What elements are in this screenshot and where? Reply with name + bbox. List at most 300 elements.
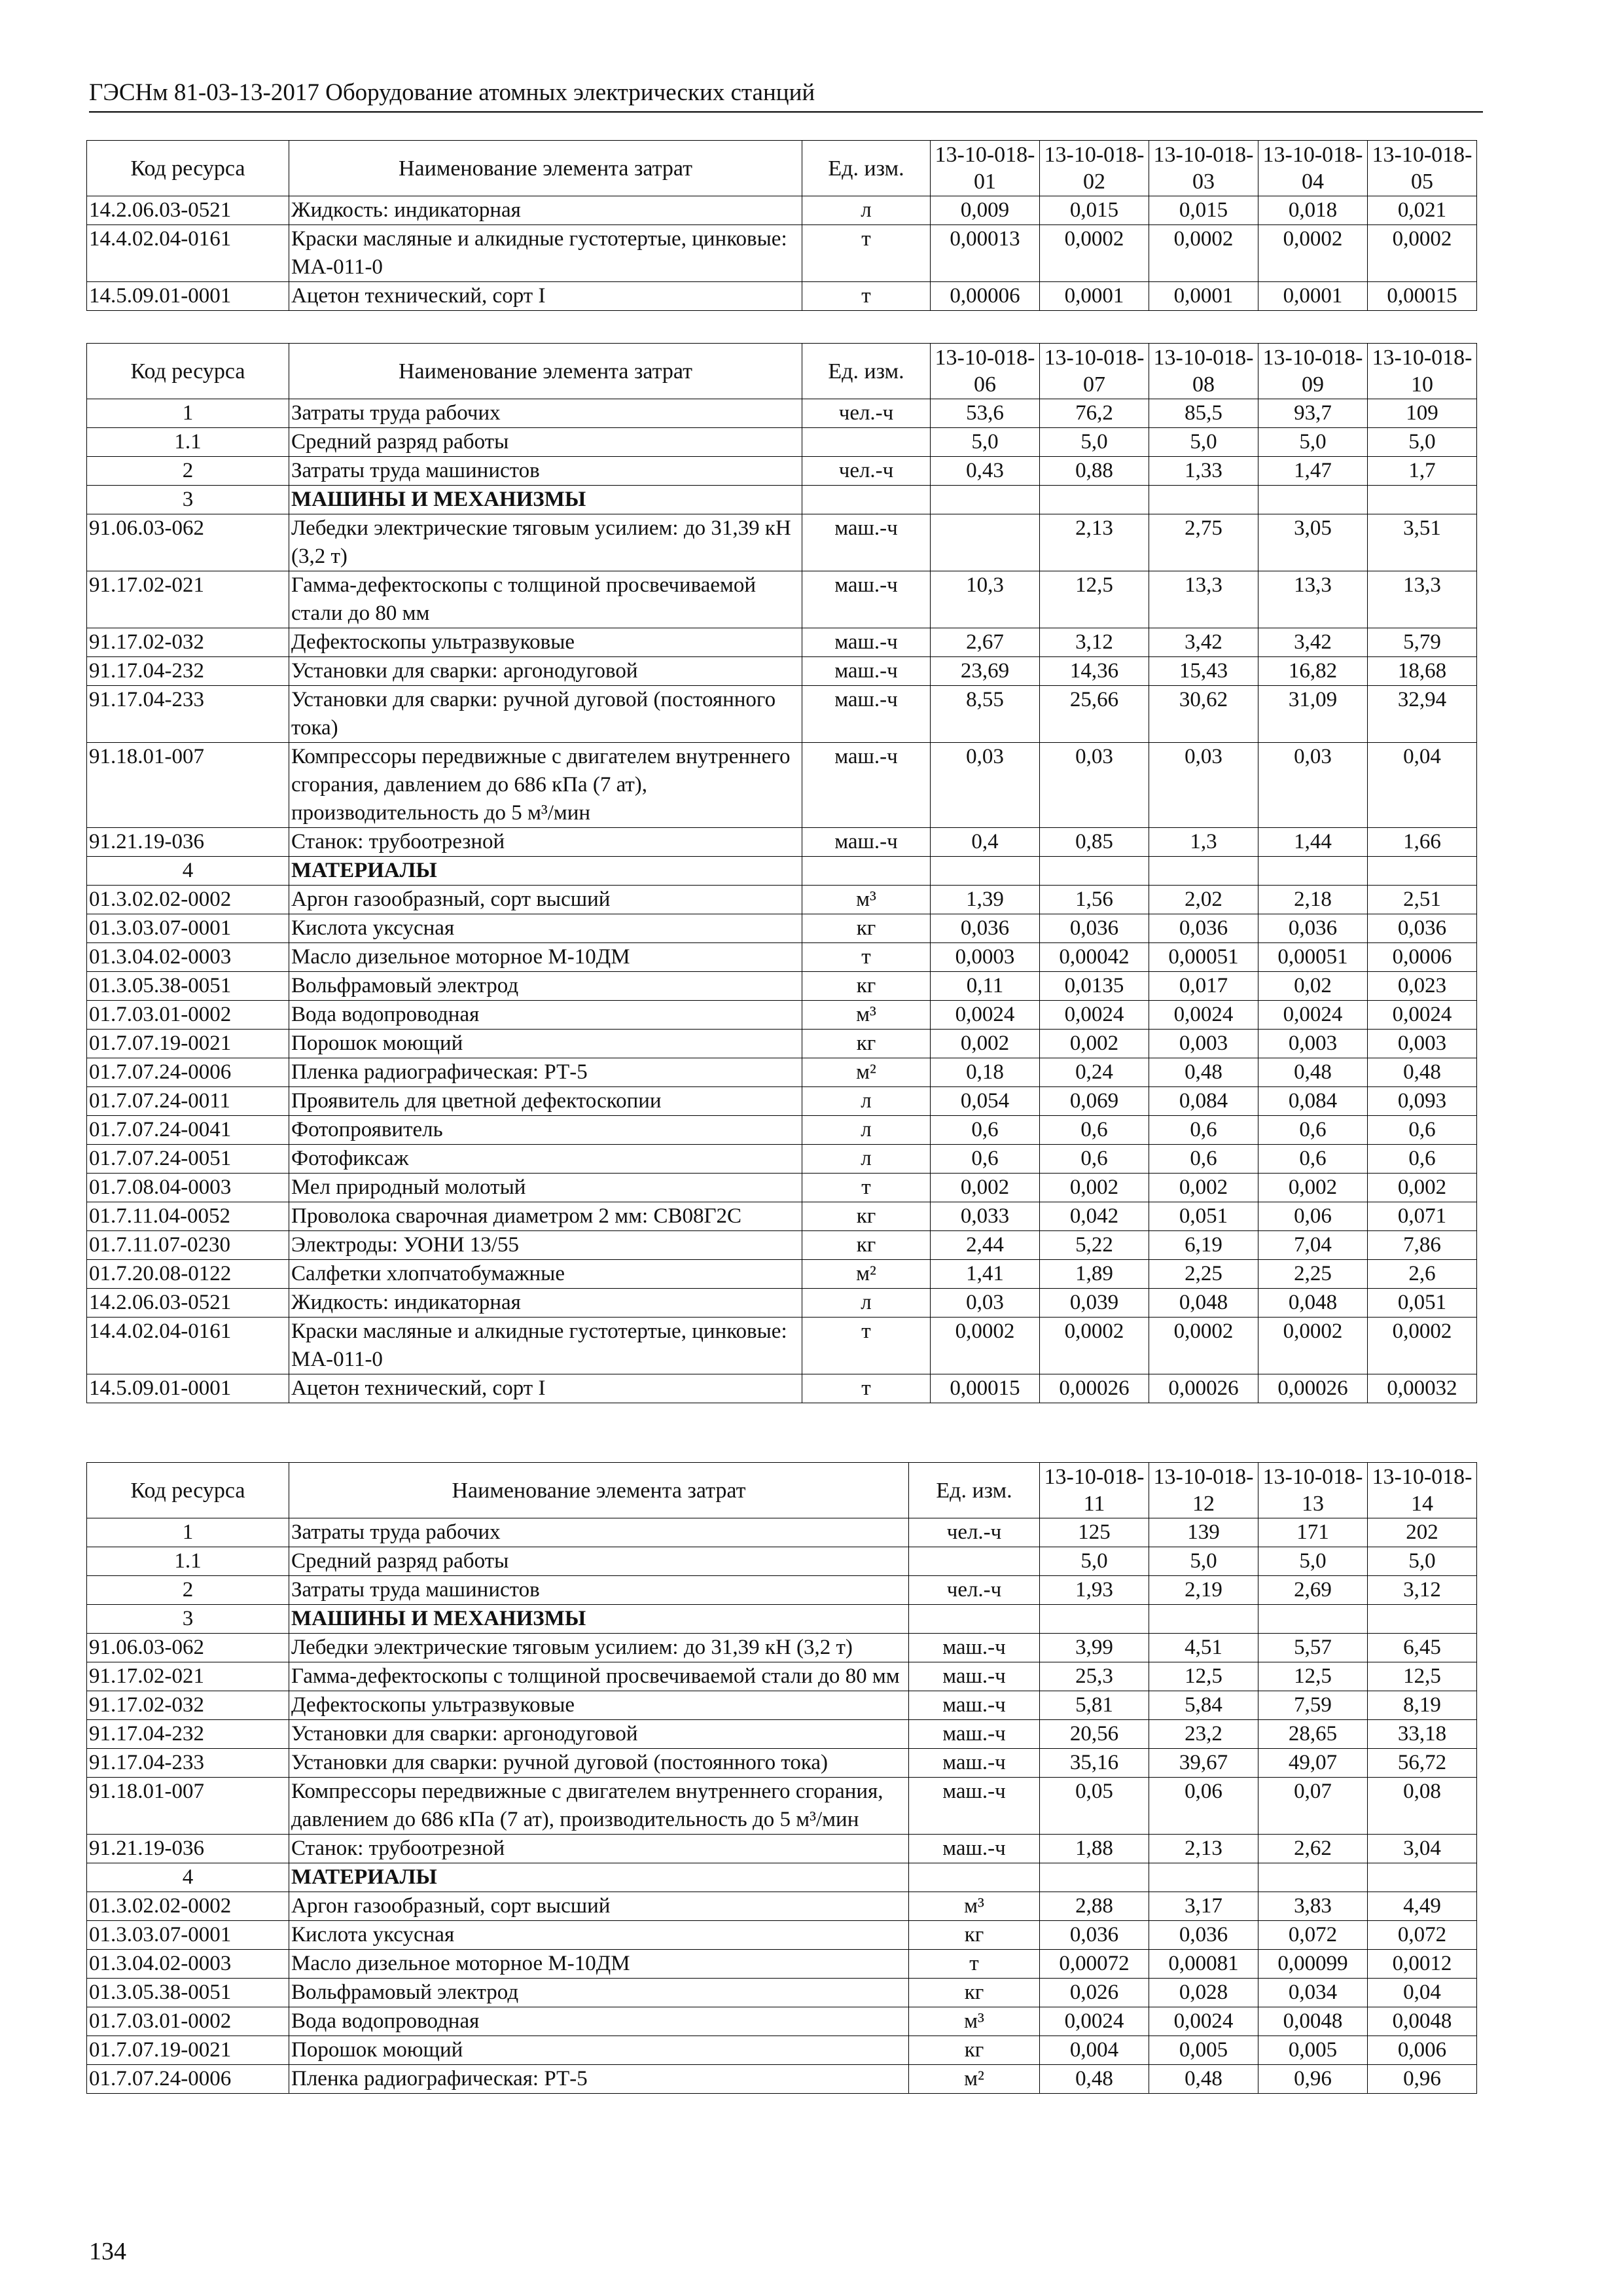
resource-code: 91.17.02-032 xyxy=(87,628,289,657)
value-cell: 5,0 xyxy=(1040,428,1149,457)
resource-code: 01.7.07.24-0006 xyxy=(87,2065,289,2094)
header-code-column: 13-10-018-13 xyxy=(1258,1463,1368,1518)
unit-cell xyxy=(909,1863,1040,1892)
unit-cell: кг xyxy=(802,1030,931,1058)
unit-cell: м² xyxy=(802,1260,931,1289)
value-cell: 0,0002 xyxy=(1040,1318,1149,1374)
unit-cell: м³ xyxy=(802,1001,931,1030)
value-cell: 0,023 xyxy=(1368,972,1477,1001)
unit-cell: м³ xyxy=(909,2007,1040,2036)
resource-code: 91.17.02-021 xyxy=(87,1662,289,1691)
table-header-row xyxy=(87,141,1477,196)
resource-name: Затраты труда рабочих xyxy=(289,1518,909,1547)
value-cell xyxy=(931,486,1040,514)
value-cell: 5,0 xyxy=(1368,1547,1477,1576)
value-cell: 1,88 xyxy=(1040,1835,1149,1863)
value-cell: 39,67 xyxy=(1149,1749,1258,1778)
value-cell: 0,6 xyxy=(931,1145,1040,1174)
resource-name: Кислота уксусная xyxy=(289,914,802,943)
header-code: Код ресурса xyxy=(87,344,289,399)
value-cell: 2,67 xyxy=(931,628,1040,657)
table-row xyxy=(87,196,1477,225)
header-code-column: 13-10-018-03 xyxy=(1149,141,1258,196)
value-cell: 0,6 xyxy=(1040,1116,1149,1145)
table-body xyxy=(87,1463,1477,2094)
value-cell: 16,82 xyxy=(1258,657,1368,686)
value-cell: 0,039 xyxy=(1040,1289,1149,1318)
value-cell: 0,003 xyxy=(1258,1030,1368,1058)
value-cell: 0,072 xyxy=(1368,1921,1477,1950)
value-cell: 1,39 xyxy=(931,886,1040,914)
value-cell: 13,3 xyxy=(1368,571,1477,628)
value-cell xyxy=(1368,857,1477,886)
header-unit: Ед. изм. xyxy=(909,1463,1040,1518)
value-cell: 0,0001 xyxy=(1040,282,1149,311)
value-cell xyxy=(1149,1863,1258,1892)
value-cell: 56,72 xyxy=(1368,1749,1477,1778)
value-cell: 1,93 xyxy=(1040,1576,1149,1605)
resource-code: 01.7.03.01-0002 xyxy=(87,1001,289,1030)
unit-cell: маш.-ч xyxy=(909,1720,1040,1749)
resource-name: Электроды: УОНИ 13/55 xyxy=(289,1231,802,1260)
value-cell: 0,00051 xyxy=(1258,943,1368,972)
resource-name: Аргон газообразный, сорт высший xyxy=(289,1892,909,1921)
unit-cell: кг xyxy=(909,1979,1040,2007)
unit-cell: л xyxy=(802,1145,931,1174)
table-row xyxy=(87,1260,1477,1289)
value-cell: 0,05 xyxy=(1040,1778,1149,1835)
value-cell: 3,42 xyxy=(1149,628,1258,657)
header-code-column: 13-10-018-08 xyxy=(1149,344,1258,399)
value-cell xyxy=(1149,1605,1258,1634)
value-cell: 0,07 xyxy=(1258,1778,1368,1835)
resource-code: 01.3.02.02-0002 xyxy=(87,886,289,914)
table-row xyxy=(87,1835,1477,1863)
value-cell: 0,6 xyxy=(1258,1145,1368,1174)
resource-table-1 xyxy=(86,140,1477,311)
value-cell xyxy=(1258,1863,1368,1892)
section-row xyxy=(87,1605,1477,1634)
header-name: Наименование элемента затрат xyxy=(289,141,802,196)
value-cell: 0,03 xyxy=(1040,743,1149,828)
value-cell: 0,048 xyxy=(1149,1289,1258,1318)
value-cell: 3,17 xyxy=(1149,1892,1258,1921)
value-cell: 0,0135 xyxy=(1040,972,1149,1001)
resource-name: Гамма-дефектоскопы с толщиной просвечиваемой стали до 80 мм xyxy=(289,1662,909,1691)
value-cell: 0,036 xyxy=(1149,1921,1258,1950)
value-cell: 4,51 xyxy=(1149,1634,1258,1662)
resource-code: 91.17.04-233 xyxy=(87,686,289,743)
table-row xyxy=(87,972,1477,1001)
unit-cell xyxy=(802,428,931,457)
value-cell: 1,66 xyxy=(1368,828,1477,857)
value-cell: 12,5 xyxy=(1368,1662,1477,1691)
value-cell: 0,06 xyxy=(1149,1778,1258,1835)
resource-name: МАТЕРИАЛЫ xyxy=(289,857,802,886)
table-row xyxy=(87,657,1477,686)
unit-cell: маш.-ч xyxy=(802,514,931,571)
resource-code: 01.7.07.24-0041 xyxy=(87,1116,289,1145)
header-code-column: 13-10-018-11 xyxy=(1040,1463,1149,1518)
value-cell: 2,25 xyxy=(1149,1260,1258,1289)
resource-code: 14.2.06.03-0521 xyxy=(87,196,289,225)
value-cell: 0,6 xyxy=(931,1116,1040,1145)
table-row xyxy=(87,914,1477,943)
value-cell: 0,0024 xyxy=(931,1001,1040,1030)
header-code-column: 13-10-018-12 xyxy=(1149,1463,1258,1518)
header-name: Наименование элемента затрат xyxy=(289,344,802,399)
table-row xyxy=(87,1231,1477,1260)
value-cell: 0,00015 xyxy=(931,1374,1040,1403)
value-cell: 0,048 xyxy=(1258,1289,1368,1318)
value-cell: 0,48 xyxy=(1149,1058,1258,1087)
value-cell: 0,0002 xyxy=(1258,225,1368,282)
value-cell: 23,69 xyxy=(931,657,1040,686)
value-cell: 1,33 xyxy=(1149,457,1258,486)
value-cell: 0,96 xyxy=(1258,2065,1368,2094)
resource-name: Установки для сварки: ручной дуговой (постоянного тока) xyxy=(289,686,802,743)
value-cell: 0,0002 xyxy=(1258,1318,1368,1374)
resource-code: 1.1 xyxy=(87,428,289,457)
unit-cell: т xyxy=(802,1318,931,1374)
value-cell: 2,19 xyxy=(1149,1576,1258,1605)
value-cell: 109 xyxy=(1368,399,1477,428)
unit-cell: л xyxy=(802,1116,931,1145)
unit-cell: маш.-ч xyxy=(909,1662,1040,1691)
resource-code: 01.3.05.38-0051 xyxy=(87,972,289,1001)
resource-name: Пленка радиографическая: РТ-5 xyxy=(289,1058,802,1087)
value-cell: 3,42 xyxy=(1258,628,1368,657)
value-cell: 2,44 xyxy=(931,1231,1040,1260)
value-cell: 0,006 xyxy=(1368,2036,1477,2065)
value-cell: 8,19 xyxy=(1368,1691,1477,1720)
value-cell: 2,25 xyxy=(1258,1260,1368,1289)
resource-name: Аргон газообразный, сорт высший xyxy=(289,886,802,914)
unit-cell: маш.-ч xyxy=(802,571,931,628)
value-cell: 13,3 xyxy=(1149,571,1258,628)
value-cell: 12,5 xyxy=(1149,1662,1258,1691)
table-row xyxy=(87,686,1477,743)
value-cell: 0,0012 xyxy=(1368,1950,1477,1979)
value-cell: 0,0006 xyxy=(1368,943,1477,972)
value-cell: 0,24 xyxy=(1040,1058,1149,1087)
value-cell: 0,002 xyxy=(1040,1174,1149,1202)
resource-code: 91.17.04-232 xyxy=(87,657,289,686)
resource-name: Пленка радиографическая: РТ-5 xyxy=(289,2065,909,2094)
value-cell: 3,05 xyxy=(1258,514,1368,571)
value-cell: 7,86 xyxy=(1368,1231,1477,1260)
table-row xyxy=(87,1720,1477,1749)
value-cell: 0,0024 xyxy=(1149,2007,1258,2036)
value-cell: 1,41 xyxy=(931,1260,1040,1289)
header-unit: Ед. изм. xyxy=(802,344,931,399)
unit-cell: кг xyxy=(802,972,931,1001)
value-cell: 0,028 xyxy=(1149,1979,1258,2007)
value-cell: 125 xyxy=(1040,1518,1149,1547)
value-cell: 18,68 xyxy=(1368,657,1477,686)
unit-cell: т xyxy=(802,1374,931,1403)
table-row xyxy=(87,1921,1477,1950)
value-cell: 0,43 xyxy=(931,457,1040,486)
resource-name: Вода водопроводная xyxy=(289,2007,909,2036)
value-cell: 0,051 xyxy=(1149,1202,1258,1231)
table-row xyxy=(87,1087,1477,1116)
value-cell xyxy=(1040,1863,1149,1892)
value-cell xyxy=(1368,1863,1477,1892)
value-cell: 0,6 xyxy=(1258,1116,1368,1145)
value-cell: 0,00032 xyxy=(1368,1374,1477,1403)
resource-name: Вольфрамовый электрод xyxy=(289,1979,909,2007)
table-row xyxy=(87,1691,1477,1720)
value-cell: 1,89 xyxy=(1040,1260,1149,1289)
unit-cell: чел.-ч xyxy=(909,1576,1040,1605)
value-cell: 1,47 xyxy=(1258,457,1368,486)
table-row xyxy=(87,1749,1477,1778)
resource-code: 01.7.11.04-0052 xyxy=(87,1202,289,1231)
value-cell: 0,0002 xyxy=(1149,1318,1258,1374)
value-cell: 0,08 xyxy=(1368,1778,1477,1835)
table-row xyxy=(87,1950,1477,1979)
resource-name: Вода водопроводная xyxy=(289,1001,802,1030)
resource-code: 2 xyxy=(87,457,289,486)
section-row xyxy=(87,486,1477,514)
value-cell: 0,033 xyxy=(931,1202,1040,1231)
resource-name: МАШИНЫ И МЕХАНИЗМЫ xyxy=(289,486,802,514)
value-cell: 3,51 xyxy=(1368,514,1477,571)
table-body xyxy=(87,141,1477,311)
resource-name: Краски масляные и алкидные густотертые, цинковые: МА-011-0 xyxy=(289,225,802,282)
value-cell: 0,0048 xyxy=(1368,2007,1477,2036)
unit-cell xyxy=(909,1605,1040,1634)
resource-code: 2 xyxy=(87,1576,289,1605)
table-row xyxy=(87,1576,1477,1605)
value-cell: 0,0024 xyxy=(1258,1001,1368,1030)
value-cell xyxy=(1040,486,1149,514)
value-cell xyxy=(931,857,1040,886)
value-cell xyxy=(1258,1605,1368,1634)
value-cell: 5,0 xyxy=(1258,428,1368,457)
resource-code: 4 xyxy=(87,857,289,886)
header-code-column: 13-10-018-10 xyxy=(1368,344,1477,399)
table-row xyxy=(87,1518,1477,1547)
unit-cell: кг xyxy=(802,1202,931,1231)
value-cell: 3,12 xyxy=(1040,628,1149,657)
resource-name: Кислота уксусная xyxy=(289,1921,909,1950)
value-cell: 0,002 xyxy=(1258,1174,1368,1202)
value-cell: 0,0024 xyxy=(1368,1001,1477,1030)
value-cell: 23,2 xyxy=(1149,1720,1258,1749)
value-cell: 0,18 xyxy=(931,1058,1040,1087)
resource-code: 01.3.03.07-0001 xyxy=(87,914,289,943)
value-cell: 2,62 xyxy=(1258,1835,1368,1863)
resource-code: 3 xyxy=(87,486,289,514)
unit-cell: маш.-ч xyxy=(909,1835,1040,1863)
value-cell: 0,11 xyxy=(931,972,1040,1001)
value-cell: 0,00026 xyxy=(1149,1374,1258,1403)
value-cell: 7,59 xyxy=(1258,1691,1368,1720)
unit-cell: т xyxy=(802,225,931,282)
table-row xyxy=(87,743,1477,828)
resource-name: Дефектоскопы ультразвуковые xyxy=(289,1691,909,1720)
unit-cell: чел.-ч xyxy=(802,457,931,486)
value-cell: 0,48 xyxy=(1149,2065,1258,2094)
resource-code: 01.3.05.38-0051 xyxy=(87,1979,289,2007)
value-cell: 0,015 xyxy=(1040,196,1149,225)
value-cell: 3,83 xyxy=(1258,1892,1368,1921)
table-row xyxy=(87,514,1477,571)
unit-cell: т xyxy=(802,943,931,972)
value-cell xyxy=(1368,486,1477,514)
value-cell: 2,13 xyxy=(1040,514,1149,571)
table-row xyxy=(87,628,1477,657)
resource-code: 01.3.03.07-0001 xyxy=(87,1921,289,1950)
page-number: 134 xyxy=(89,2238,126,2265)
unit-cell: т xyxy=(802,282,931,311)
resource-name: Мел природный молотый xyxy=(289,1174,802,1202)
table-row xyxy=(87,1289,1477,1318)
table-row xyxy=(87,225,1477,282)
resource-name: Компрессоры передвижные с двигателем внутреннего сгорания, давлением до 686 кПа (7 ат), производительность до 5 м³/мин xyxy=(289,1778,909,1835)
value-cell: 5,0 xyxy=(1258,1547,1368,1576)
value-cell: 1,56 xyxy=(1040,886,1149,914)
table-row xyxy=(87,571,1477,628)
value-cell xyxy=(1368,1605,1477,1634)
unit-cell: кг xyxy=(909,1921,1040,1950)
unit-cell: маш.-ч xyxy=(802,657,931,686)
running-header: ГЭСНм 81-03-13-2017 Оборудование атомных электрических станций xyxy=(89,75,1483,113)
table-row xyxy=(87,2036,1477,2065)
unit-cell: кг xyxy=(909,2036,1040,2065)
resource-code: 91.06.03-062 xyxy=(87,1634,289,1662)
value-cell: 35,16 xyxy=(1040,1749,1149,1778)
value-cell: 31,09 xyxy=(1258,686,1368,743)
header-code-column: 13-10-018-01 xyxy=(931,141,1040,196)
value-cell: 0,036 xyxy=(1149,914,1258,943)
value-cell: 0,6 xyxy=(1040,1145,1149,1174)
section-row xyxy=(87,857,1477,886)
value-cell: 5,0 xyxy=(1368,428,1477,457)
header-code-column: 13-10-018-09 xyxy=(1258,344,1368,399)
value-cell: 0,002 xyxy=(1149,1174,1258,1202)
table-row xyxy=(87,1202,1477,1231)
value-cell: 171 xyxy=(1258,1518,1368,1547)
value-cell: 2,02 xyxy=(1149,886,1258,914)
header-code-column: 13-10-018-04 xyxy=(1258,141,1368,196)
value-cell: 30,62 xyxy=(1149,686,1258,743)
header-name: Наименование элемента затрат xyxy=(289,1463,909,1518)
value-cell: 1,3 xyxy=(1149,828,1258,857)
resource-name: Краски масляные и алкидные густотертые, цинковые: МА-011-0 xyxy=(289,1318,802,1374)
value-cell: 2,88 xyxy=(1040,1892,1149,1921)
unit-cell: т xyxy=(909,1950,1040,1979)
unit-cell: чел.-ч xyxy=(909,1518,1040,1547)
value-cell: 0,093 xyxy=(1368,1087,1477,1116)
table-row xyxy=(87,1662,1477,1691)
value-cell: 12,5 xyxy=(1258,1662,1368,1691)
value-cell: 0,00042 xyxy=(1040,943,1149,972)
value-cell: 4,49 xyxy=(1368,1892,1477,1921)
table-row xyxy=(87,1058,1477,1087)
value-cell: 0,015 xyxy=(1149,196,1258,225)
table-row xyxy=(87,943,1477,972)
resource-code: 3 xyxy=(87,1605,289,1634)
resource-code: 01.7.08.04-0003 xyxy=(87,1174,289,1202)
header-code: Код ресурса xyxy=(87,141,289,196)
value-cell: 0,0024 xyxy=(1040,1001,1149,1030)
value-cell: 5,0 xyxy=(1149,428,1258,457)
resource-name: Проволока сварочная диаметром 2 мм: СВ08Г2С xyxy=(289,1202,802,1231)
value-cell: 2,75 xyxy=(1149,514,1258,571)
value-cell: 0,00072 xyxy=(1040,1950,1149,1979)
value-cell: 0,036 xyxy=(1040,914,1149,943)
resource-name: Средний разряд работы xyxy=(289,1547,909,1576)
resource-name: Дефектоскопы ультразвуковые xyxy=(289,628,802,657)
value-cell: 0,002 xyxy=(1368,1174,1477,1202)
value-cell: 93,7 xyxy=(1258,399,1368,428)
value-cell: 14,36 xyxy=(1040,657,1149,686)
value-cell: 5,22 xyxy=(1040,1231,1149,1260)
value-cell: 0,084 xyxy=(1258,1087,1368,1116)
resource-table-2 xyxy=(86,343,1477,1403)
resource-name: Вольфрамовый электрод xyxy=(289,972,802,1001)
unit-cell: л xyxy=(802,1289,931,1318)
value-cell xyxy=(1040,857,1149,886)
value-cell: 0,6 xyxy=(1149,1145,1258,1174)
value-cell: 0,072 xyxy=(1258,1921,1368,1950)
value-cell: 3,12 xyxy=(1368,1576,1477,1605)
resource-table-3 xyxy=(86,1462,1477,2094)
value-cell: 0,03 xyxy=(1258,743,1368,828)
value-cell: 13,3 xyxy=(1258,571,1368,628)
value-cell: 12,5 xyxy=(1040,571,1149,628)
table-row xyxy=(87,1318,1477,1374)
value-cell: 0,005 xyxy=(1149,2036,1258,2065)
unit-cell: маш.-ч xyxy=(909,1634,1040,1662)
value-cell: 0,48 xyxy=(1040,2065,1149,2094)
value-cell: 0,00099 xyxy=(1258,1950,1368,1979)
value-cell: 0,02 xyxy=(1258,972,1368,1001)
resource-name: Установки для сварки: аргонодуговой xyxy=(289,1720,909,1749)
resource-name: Гамма-дефектоскопы с толщиной просвечиваемой стали до 80 мм xyxy=(289,571,802,628)
resource-name: Фотофиксаж xyxy=(289,1145,802,1174)
value-cell: 5,84 xyxy=(1149,1691,1258,1720)
table-row xyxy=(87,457,1477,486)
value-cell: 0,06 xyxy=(1258,1202,1368,1231)
resource-code: 14.5.09.01-0001 xyxy=(87,1374,289,1403)
unit-cell: м² xyxy=(909,2065,1040,2094)
resource-code: 91.17.02-032 xyxy=(87,1691,289,1720)
value-cell: 0,0002 xyxy=(1149,225,1258,282)
value-cell: 28,65 xyxy=(1258,1720,1368,1749)
value-cell: 0,00051 xyxy=(1149,943,1258,972)
unit-cell xyxy=(802,857,931,886)
resource-code: 91.17.04-233 xyxy=(87,1749,289,1778)
resource-code: 1.1 xyxy=(87,1547,289,1576)
value-cell: 0,96 xyxy=(1368,2065,1477,2094)
resource-name: Затраты труда машинистов xyxy=(289,457,802,486)
resource-name: Лебедки электрические тяговым усилием: до 31,39 кН (3,2 т) xyxy=(289,1634,909,1662)
resource-name: Проявитель для цветной дефектоскопии xyxy=(289,1087,802,1116)
resource-name: Компрессоры передвижные с двигателем внутреннего сгорания, давлением до 686 кПа (7 ат), производительность до 5 м³/мин xyxy=(289,743,802,828)
value-cell: 0,026 xyxy=(1040,1979,1149,2007)
resource-code: 91.18.01-007 xyxy=(87,743,289,828)
resource-name: МАШИНЫ И МЕХАНИЗМЫ xyxy=(289,1605,909,1634)
value-cell: 0,084 xyxy=(1149,1087,1258,1116)
table-row xyxy=(87,1145,1477,1174)
value-cell: 0,04 xyxy=(1368,743,1477,828)
value-cell: 0,03 xyxy=(931,743,1040,828)
unit-cell: м² xyxy=(802,1058,931,1087)
